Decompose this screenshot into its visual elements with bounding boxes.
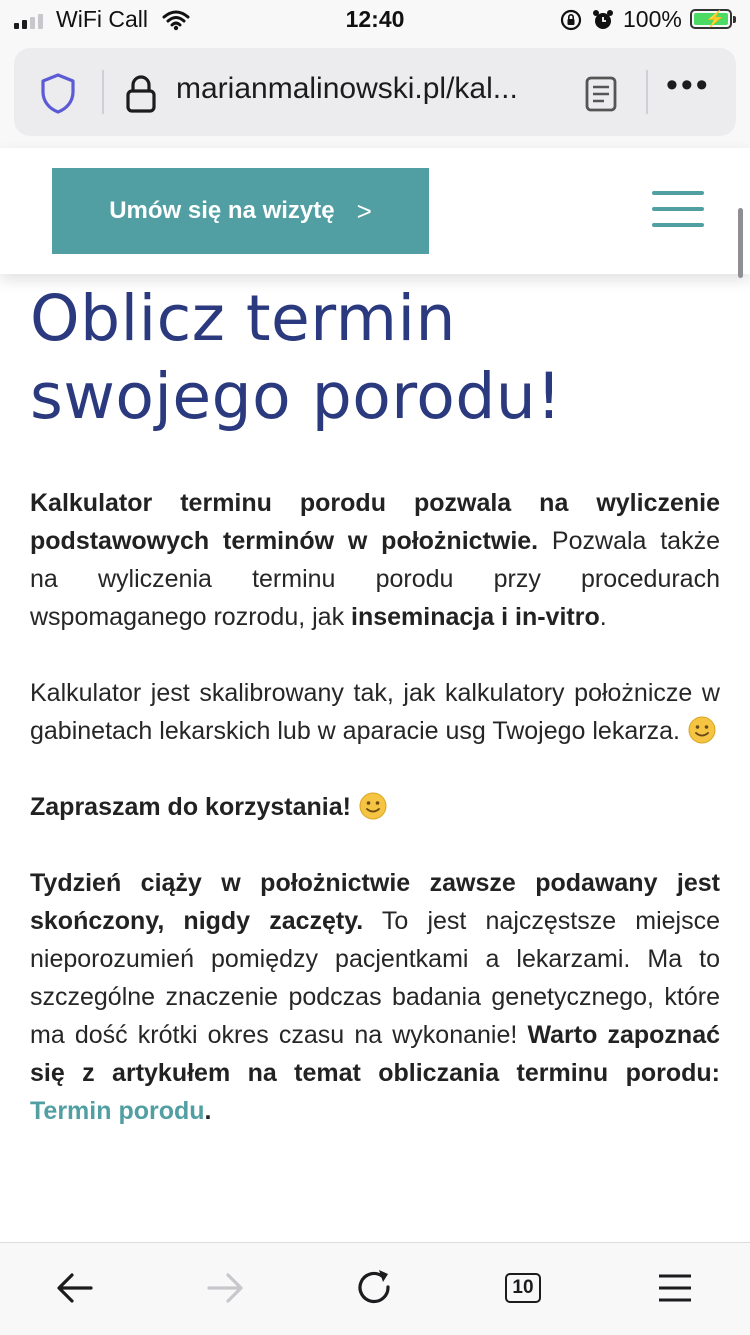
alarm-icon (591, 8, 615, 32)
reload-icon[interactable] (355, 1263, 395, 1313)
browser-toolbar (0, 1242, 750, 1335)
scrollbar[interactable] (738, 208, 743, 278)
url-bar[interactable] (14, 48, 736, 136)
book-appointment-label: Umów się na wizytę (109, 197, 335, 224)
page-title: Oblicz termin swojego porodu! (30, 282, 562, 433)
forward-arrow-icon[interactable] (205, 1263, 245, 1313)
book-appointment-button[interactable] (52, 168, 429, 254)
back-arrow-icon[interactable] (55, 1263, 95, 1313)
battery-percent: 100% (623, 6, 682, 32)
pregnancy-week-paragraph: Tydzień ciąży w położnictwie zawsze podawany jest skończony, nigdy zaczęty. To jest najczęstsze miejsce nieporozumień pomiędzy pacjentkami a lekarzami. Ma to szczególne znaczenie podczas badania genetycznego, które ma dość krótki okres czasu na wykonanie! Warto zapoznać się z artykułem na temat obliczania terminu porodu: Termin porodu. (30, 869, 720, 1125)
chevron-right-icon: > (356, 195, 372, 226)
intro-paragraph: Kalkulator terminu porodu pozwala na wyliczenie podstawowych terminów w położnictwie. Pozwala także na wyliczenia terminu porodu przy procedurach wspomaganego rozrodu, jak inseminacja i in-vitro. (30, 489, 720, 631)
intro-bold: Kalkulator terminu porodu pozwala na wyliczenie podstawowych terminów w położnictwie. (30, 489, 720, 555)
invite-paragraph: Zapraszam do korzystania! (30, 788, 720, 826)
reader-view-icon[interactable] (584, 76, 618, 112)
menu-icon[interactable] (657, 1263, 693, 1313)
due-date-article-link[interactable]: Termin porodu (30, 1097, 205, 1125)
smile-emoji-icon (358, 791, 388, 821)
url-separator (646, 70, 648, 114)
shield-icon[interactable] (38, 72, 78, 114)
rotation-lock-icon (560, 9, 582, 31)
smile-emoji-icon (687, 715, 717, 745)
hamburger-menu-icon[interactable] (652, 191, 704, 227)
carrier-label: WiFi Call (56, 6, 148, 32)
article-content (30, 274, 720, 1130)
tabs-count-button[interactable]: 10 (505, 1273, 541, 1303)
url-separator (102, 70, 104, 114)
url-text[interactable]: marianmalinowski.pl/kal... (176, 72, 518, 105)
calibration-paragraph: Kalkulator jest skalibrowany tak, jak kalkulatory położnicze w gabinetach lekarskich lub w aparacie usg Twojego lekarza. (30, 679, 720, 745)
status-bar (0, 0, 750, 40)
more-menu-icon[interactable]: ••• (666, 66, 711, 104)
lock-icon[interactable] (124, 74, 158, 114)
browser-address-area (0, 40, 750, 148)
battery-icon: ⚡ (690, 9, 732, 29)
site-header (0, 148, 750, 274)
clock: 12:40 (345, 6, 405, 32)
